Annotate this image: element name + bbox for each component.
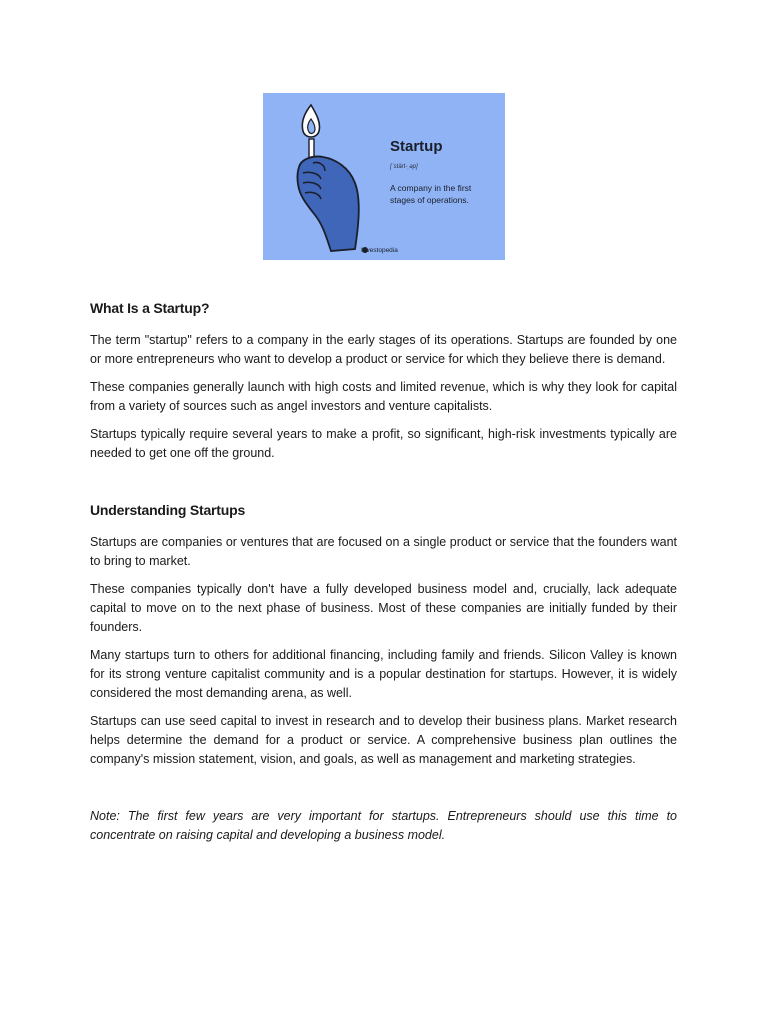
paragraph: Startups are companies or ventures that are focused on a single product or service that the founders want to bring to market.	[90, 535, 677, 568]
paragraph: The term "startup" refers to a company in the early stages of its operations. Startups are founded by one or more entrepreneurs who want to develop a product or service for which they believe there is demand.	[90, 333, 677, 366]
paragraph: Startups typically require several years to make a profit, so significant, high-risk investments typically are needed to get one off the ground.	[90, 427, 677, 460]
startup-illustration	[263, 93, 505, 260]
section-heading-what-is-startup: What Is a Startup?	[90, 300, 210, 316]
paragraph: These companies typically don't have a fully developed business model and, crucially, lack adequate capital to move on to the next phase of business. Most of these companies are initially funded by their founders.	[90, 582, 677, 634]
illustration-brand: Investopedia	[361, 247, 398, 254]
paragraph: These companies generally launch with high costs and limited revenue, which is why they look for capital from a variety of sources such as angel investors and venture capitalists.	[90, 380, 677, 413]
illustration-definition: A company in the first stages of operations.	[390, 183, 472, 205]
illustration-title: Startup	[390, 138, 443, 155]
paragraph: Many startups turn to others for additional financing, including family and friends. Silicon Valley is known for its strong venture capitalist community and is a popular destination for startups. However, it is widely considered the most demanding arena, as well.	[90, 648, 677, 700]
illustration-pronunciation: [ˈstärt-ˌəp]	[390, 164, 418, 170]
note-paragraph: Note: The first few years are very important for startups. Entrepreneurs should use this time to concentrate on raising capital and developing a business model.	[90, 809, 677, 842]
section-heading-understanding-startups: Understanding Startups	[90, 502, 246, 518]
article-body	[90, 297, 677, 854]
hand-holding-match-icon	[263, 93, 505, 260]
paragraph: Startups can use seed capital to invest in research and to develop their business plans. Market research helps determine the demand for a product or service. A comprehensive business plan outlines the company's mission statement, vision, and goals, as well as management and marketing strategies.	[90, 714, 677, 766]
